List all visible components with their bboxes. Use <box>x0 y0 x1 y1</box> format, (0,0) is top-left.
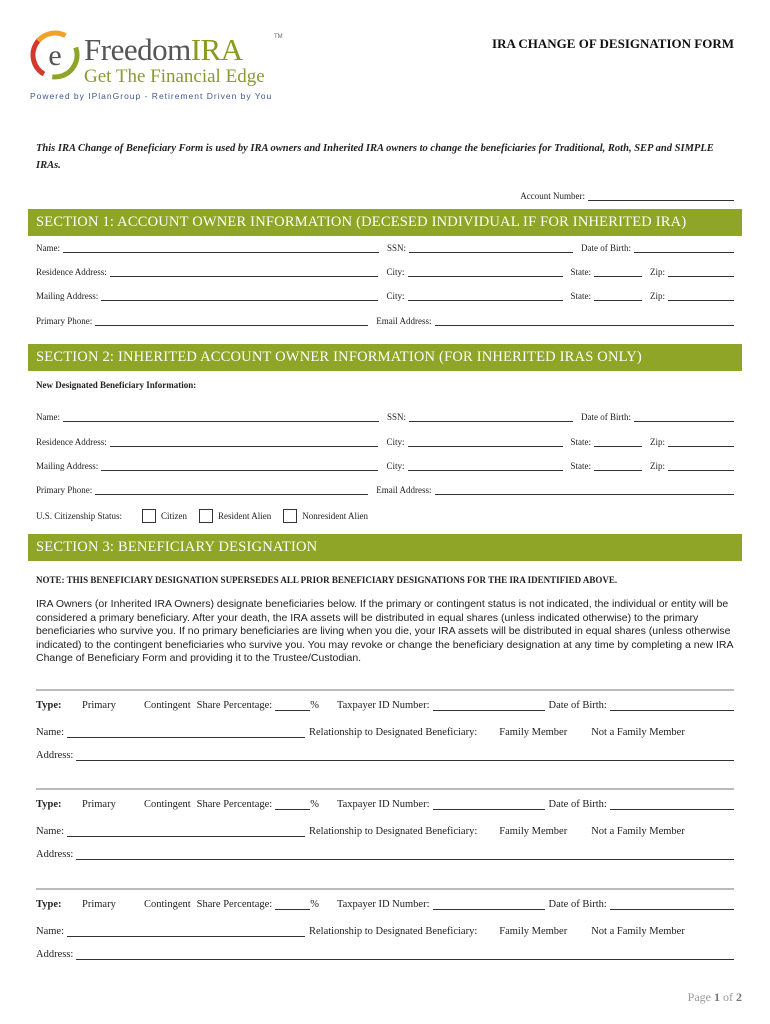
family-member-option[interactable]: Family Member <box>499 727 568 738</box>
divider <box>36 689 734 691</box>
s2-name-input[interactable] <box>63 412 379 422</box>
s2-res-state-input[interactable] <box>594 437 642 447</box>
not-family-member-option[interactable]: Not a Family Member <box>591 826 685 837</box>
designation-paragraph: IRA Owners (or Inherited IRA Owners) designate beneficiaries below. If the primary or contingent status is not indicated, the individual or entity will be considered a primary beneficiary. After your death, the IRA assets will be distributed in equal shares (unless indicated otherwise) to the primary beneficiaries who survive you. If no primary beneficiaries are living when you die, your IRA assets will be distributed in equal shares (unless otherwise indicated) to the contingent beneficiaries who survive you. You may revoke or change the beneficiary designation at any time by completing a new IRA Change of Beneficiary Form and providing it to the Trustee/Custodian. <box>36 598 733 665</box>
taxpayer-id-input[interactable] <box>433 800 545 810</box>
section-3-header: SECTION 3: BENEFICIARY DESIGNATION <box>28 534 742 561</box>
beneficiary-dob-input[interactable] <box>610 701 734 711</box>
family-member-option[interactable]: Family Member <box>499 926 568 937</box>
citizenship-label: U.S. Citizenship Status: <box>36 511 123 521</box>
beneficiary-3-address-row <box>36 949 734 960</box>
divider <box>36 888 734 890</box>
taxpayer-id-label: Taxpayer ID Number: <box>336 899 430 910</box>
s2-residence-input[interactable] <box>110 437 379 447</box>
citizenship-row <box>36 509 368 523</box>
page-number: Page 1 of 2 <box>687 990 742 1004</box>
s1-mail-city-input[interactable] <box>408 291 563 301</box>
s2-res-city-input[interactable] <box>408 437 563 447</box>
form-title: IRA CHANGE OF DESIGNATION FORM <box>492 36 734 51</box>
type-label: Type: <box>36 899 62 910</box>
state-label: State: <box>570 461 591 471</box>
mailing-label: Mailing Address: <box>36 461 99 471</box>
not-family-member-option[interactable]: Not a Family Member <box>591 926 685 937</box>
percent-sign: % <box>310 799 319 810</box>
email-label: Email Address: <box>376 316 432 326</box>
type-label: Type: <box>36 700 62 711</box>
contingent-option[interactable]: Contingent <box>144 799 191 810</box>
beneficiary-1-type-row <box>36 700 734 711</box>
contingent-option[interactable]: Contingent <box>144 700 191 711</box>
s2-name-row <box>36 412 734 422</box>
logo-e-icon <box>30 30 80 80</box>
beneficiary-3-name-row <box>36 926 734 937</box>
beneficiary-address-input[interactable] <box>76 751 734 761</box>
city-label: City: <box>386 291 405 301</box>
resident-alien-label: Resident Alien <box>218 511 272 521</box>
beneficiary-1-name-row <box>36 727 734 738</box>
primary-option[interactable]: Primary <box>82 799 116 810</box>
beneficiary-name-input[interactable] <box>67 728 305 738</box>
s1-dob-input[interactable] <box>634 243 734 253</box>
beneficiary-address-input[interactable] <box>76 950 734 960</box>
residence-label: Residence Address: <box>36 437 107 447</box>
zip-label: Zip: <box>650 437 665 447</box>
s1-mail-state-input[interactable] <box>594 291 642 301</box>
s1-residence-input[interactable] <box>110 267 379 277</box>
beneficiary-dob-label: Date of Birth: <box>548 899 607 910</box>
phone-label: Primary Phone: <box>36 316 93 326</box>
beneficiary-name-label: Name: <box>36 926 64 937</box>
divider <box>36 788 734 790</box>
s1-email-input[interactable] <box>435 316 735 326</box>
beneficiary-3-type-row <box>36 899 734 910</box>
primary-option[interactable]: Primary <box>82 899 116 910</box>
taxpayer-id-label: Taxpayer ID Number: <box>336 700 430 711</box>
beneficiary-2-name-row <box>36 826 734 837</box>
s2-mail-city-input[interactable] <box>408 461 563 471</box>
citizen-label: Citizen <box>161 511 188 521</box>
email-label: Email Address: <box>376 485 432 495</box>
family-member-option[interactable]: Family Member <box>499 826 568 837</box>
relationship-label: Relationship to Designated Beneficiary: <box>309 826 478 837</box>
s1-name-input[interactable] <box>63 243 379 253</box>
logo-powered-by: Powered by IPlanGroup - Retirement Driven by You <box>30 91 273 101</box>
s1-phone-row <box>36 316 734 326</box>
s2-mail-state-input[interactable] <box>594 461 642 471</box>
type-label: Type: <box>36 799 62 810</box>
dob-label: Date of Birth: <box>581 412 631 422</box>
s1-name-row <box>36 243 734 253</box>
s2-mailing-row <box>36 461 734 471</box>
ssn-label: SSN: <box>386 412 406 422</box>
taxpayer-id-label: Taxpayer ID Number: <box>336 799 430 810</box>
city-label: City: <box>386 437 405 447</box>
s2-dob-input[interactable] <box>634 412 734 422</box>
logo-wordmark: FreedomIRA <box>84 32 243 67</box>
mailing-label: Mailing Address: <box>36 291 99 301</box>
share-percentage-label: Share Percentage: <box>196 799 273 810</box>
share-percentage-input[interactable] <box>275 900 310 910</box>
beneficiary-2-type-row <box>36 799 734 810</box>
zip-label: Zip: <box>650 291 665 301</box>
section-2-header: SECTION 2: INHERITED ACCOUNT OWNER INFORMATION (FOR INHERITED IRAS ONLY) <box>28 344 742 371</box>
name-label: Name: <box>36 243 60 253</box>
zip-label: Zip: <box>650 267 665 277</box>
s1-res-state-input[interactable] <box>594 267 642 277</box>
s1-mailing-input[interactable] <box>101 291 378 301</box>
beneficiary-name-label: Name: <box>36 727 64 738</box>
name-label: Name: <box>36 412 60 422</box>
contingent-option[interactable]: Contingent <box>144 899 191 910</box>
beneficiary-address-label: Address: <box>36 750 74 761</box>
taxpayer-id-input[interactable] <box>433 900 545 910</box>
city-label: City: <box>386 461 405 471</box>
percent-sign: % <box>310 700 319 711</box>
supersede-note: NOTE: THIS BENEFICIARY DESIGNATION SUPERSEDES ALL PRIOR BENEFICIARY DESIGNATIONS FOR THE IRA IDENTIFIED ABOVE. <box>36 575 618 585</box>
intro-text: This IRA Change of Beneficiary Form is used by IRA owners and Inherited IRA owners to change the beneficiaries for Traditional, Roth, SEP and SIMPLE IRAs. <box>36 143 714 171</box>
beneficiary-dob-input[interactable] <box>610 800 734 810</box>
ssn-label: SSN: <box>386 243 406 253</box>
s2-residence-row <box>36 437 734 447</box>
beneficiary-name-input[interactable] <box>67 927 305 937</box>
beneficiary-dob-input[interactable] <box>610 900 734 910</box>
beneficiary-name-input[interactable] <box>67 827 305 837</box>
phone-label: Primary Phone: <box>36 485 93 495</box>
resident-alien-checkbox[interactable] <box>199 509 213 523</box>
s2-ssn-input[interactable] <box>409 412 573 422</box>
share-percentage-label: Share Percentage: <box>196 899 273 910</box>
logo-trademark: TM <box>274 34 283 40</box>
s1-ssn-input[interactable] <box>409 243 573 253</box>
beneficiary-name-label: Name: <box>36 826 64 837</box>
dob-label: Date of Birth: <box>581 243 631 253</box>
city-label: City: <box>386 267 405 277</box>
taxpayer-id-input[interactable] <box>433 701 545 711</box>
relationship-label: Relationship to Designated Beneficiary: <box>309 926 478 937</box>
percent-sign: % <box>310 899 319 910</box>
relationship-label: Relationship to Designated Beneficiary: <box>309 727 478 738</box>
beneficiary-1-address-row <box>36 750 734 761</box>
share-percentage-input[interactable] <box>275 701 310 711</box>
beneficiary-dob-label: Date of Birth: <box>548 700 607 711</box>
logo-tagline: Get The Financial Edge <box>84 66 265 87</box>
s2-email-input[interactable] <box>435 485 735 495</box>
company-logo <box>28 28 298 108</box>
state-label: State: <box>570 267 591 277</box>
primary-option[interactable]: Primary <box>82 700 116 711</box>
beneficiary-2-address-row <box>36 849 734 860</box>
nonresident-alien-label: Nonresident Alien <box>302 511 369 521</box>
state-label: State: <box>570 437 591 447</box>
s2-mail-zip-input[interactable] <box>668 461 734 471</box>
s1-mailing-row <box>36 291 734 301</box>
residence-label: Residence Address: <box>36 267 107 277</box>
account-number-label: Account Number: <box>520 191 585 201</box>
section-1-header: SECTION 1: ACCOUNT OWNER INFORMATION (DECESED INDIVIDUAL IF FOR INHERITED IRA) <box>28 209 742 236</box>
s2-phone-row <box>36 485 734 495</box>
s1-mail-zip-input[interactable] <box>668 291 734 301</box>
state-label: State: <box>570 291 591 301</box>
svg-text:e: e <box>48 39 62 72</box>
s1-residence-row <box>36 267 734 277</box>
beneficiary-address-label: Address: <box>36 949 74 960</box>
s1-res-zip-input[interactable] <box>668 267 734 277</box>
s1-res-city-input[interactable] <box>408 267 563 277</box>
s2-res-zip-input[interactable] <box>668 437 734 447</box>
s2-mailing-input[interactable] <box>101 461 378 471</box>
s1-phone-input[interactable] <box>95 316 368 326</box>
share-percentage-label: Share Percentage: <box>196 700 273 711</box>
beneficiary-dob-label: Date of Birth: <box>548 799 607 810</box>
beneficiary-address-input[interactable] <box>76 850 734 860</box>
account-number-field <box>520 191 734 201</box>
new-beneficiary-subheading: New Designated Beneficiary Information: <box>36 380 197 390</box>
zip-label: Zip: <box>650 461 665 471</box>
not-family-member-option[interactable]: Not a Family Member <box>591 727 685 738</box>
s2-phone-input[interactable] <box>95 485 368 495</box>
account-number-input[interactable] <box>588 191 734 201</box>
nonresident-alien-checkbox[interactable] <box>283 509 297 523</box>
share-percentage-input[interactable] <box>275 800 310 810</box>
beneficiary-address-label: Address: <box>36 849 74 860</box>
citizen-checkbox[interactable] <box>142 509 156 523</box>
